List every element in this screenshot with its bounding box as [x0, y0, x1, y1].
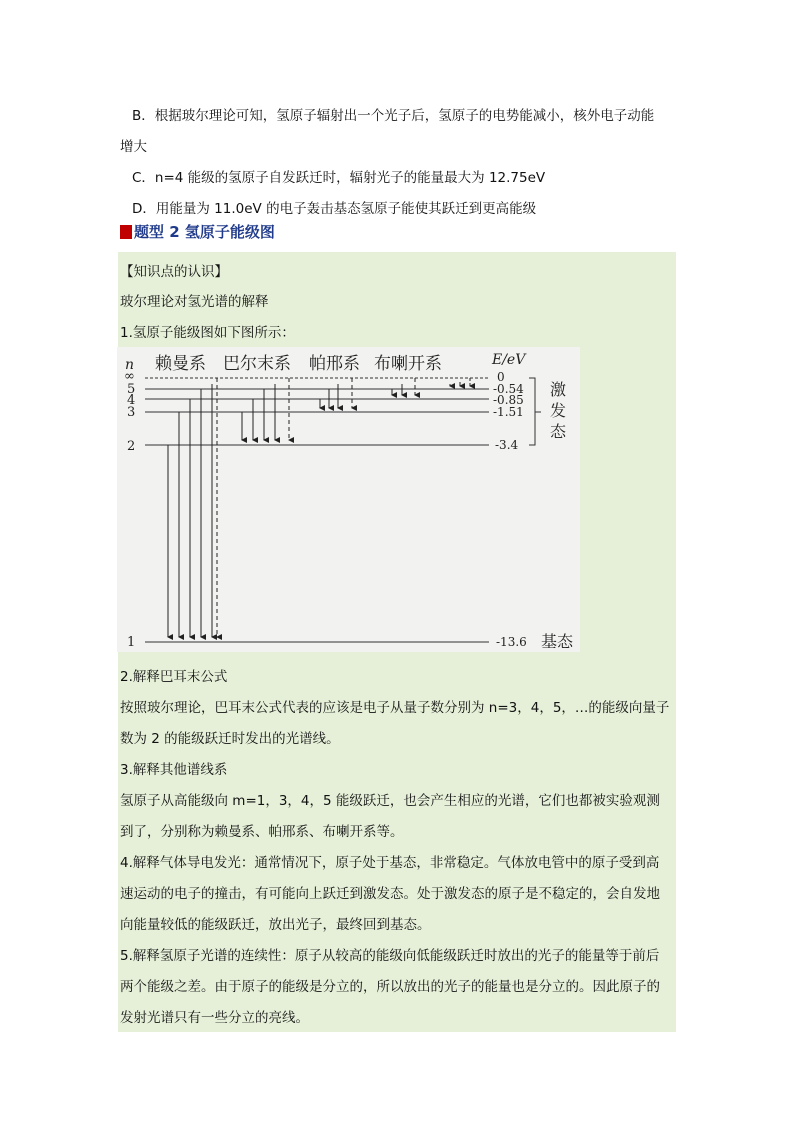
item3-title: 3.解释其他谱线系 [120, 762, 228, 778]
item1: 1.氢原子能级图如下图所示： [120, 325, 295, 341]
level-label-4: 4 [127, 393, 136, 408]
item4-line2: 速运动的电子的撞击，有可能向上跃迁到激发态。处于激发态的原子是不稳定的，会自发地 [120, 886, 660, 902]
excited-label-3: 态 [550, 422, 567, 441]
excited-bracket [529, 378, 541, 445]
energy-value-1: -13.6 [496, 635, 527, 649]
energy-value-3: -1.51 [493, 405, 524, 419]
item4-line1: 4.解释气体导电发光：通常情况下，原子处于基态，非常稳定。气体放电管中的原子受到高 [120, 855, 660, 871]
series-label-brackett: 布喇开系 [374, 354, 442, 374]
option-b-line2: 增大 [120, 139, 147, 155]
energy-value-4: -0.85 [493, 393, 524, 407]
item5-line1: 5.解释氢原子光谱的连续性：原子从较高的能级向低能级跃迁时放出的光子的能量等于前后 [120, 948, 660, 964]
n-axis-label: n [125, 357, 135, 373]
knowledge-header: 【知识点的认识】 [120, 264, 228, 280]
knowledge-subtitle: 玻尔理论对氢光谱的解释 [120, 294, 269, 310]
item2-line2: 数为 2 的能级跃迁时发出的光谱线。 [120, 731, 340, 747]
section-title-text: 题型 2 氢原子能级图 [134, 223, 275, 241]
option-c: C．n=4 能级的氢原子自发跃迁时，辐射光子的能量最大为 12.75eV [132, 170, 546, 186]
ground-state-label: 基态 [541, 632, 574, 651]
item5-line2: 两个能级之差。由于原子的能级是分立的，所以放出的光子的能量也是分立的。因此原子的 [120, 979, 660, 995]
series-label-lyman: 赖曼系 [155, 354, 206, 374]
level-label-2: 2 [127, 439, 136, 454]
energy-axis-label: E/eV [492, 352, 526, 368]
excited-label-1: 激 [550, 380, 567, 399]
energy-level-diagram [117, 347, 580, 652]
series-label-paschen: 帕邢系 [309, 354, 360, 374]
excited-label-2: 发 [550, 401, 567, 420]
item5-line3: 发射光谱只有一些分立的亮线。 [120, 1010, 309, 1026]
option-d: D．用能量为 11.0eV 的电子轰击基态氢原子能使其跃迁到更高能级 [132, 201, 537, 217]
option-b-line1: B．根据玻尔理论可知，氢原子辐射出一个光子后，氢原子的电势能减小，核外电子动能 [132, 108, 655, 124]
item2-title: 2.解释巴耳末公式 [120, 669, 228, 685]
energy-value-inf: 0 [497, 370, 505, 384]
energy-value-5: -0.54 [493, 382, 524, 396]
item3-line1: 氢原子从高能级向 m=1，3，4，5 能级跃迁，也会产生相应的光谱，它们也都被实验观测 [120, 793, 660, 809]
level-label-5: 5 [127, 382, 136, 397]
level-label-inf: ∞ [124, 369, 135, 384]
item2-line1: 按照玻尔理论，巴耳末公式代表的应该是电子从量子数分别为 n=3，4，5，…的能级向量子 [120, 700, 670, 716]
level-label-1: 1 [127, 635, 136, 650]
section-title [120, 221, 275, 242]
item4-line3: 向能量较低的能级跃迁，放出光子，最终回到基态。 [120, 917, 431, 933]
energy-value-2: -3.4 [495, 438, 519, 452]
level-label-3: 3 [127, 405, 136, 420]
red-marker-icon [120, 225, 132, 239]
item3-line2: 到了，分别称为赖曼系、帕邢系、布喇开系等。 [120, 824, 404, 840]
series-label-balmer: 巴尔末系 [223, 354, 291, 374]
